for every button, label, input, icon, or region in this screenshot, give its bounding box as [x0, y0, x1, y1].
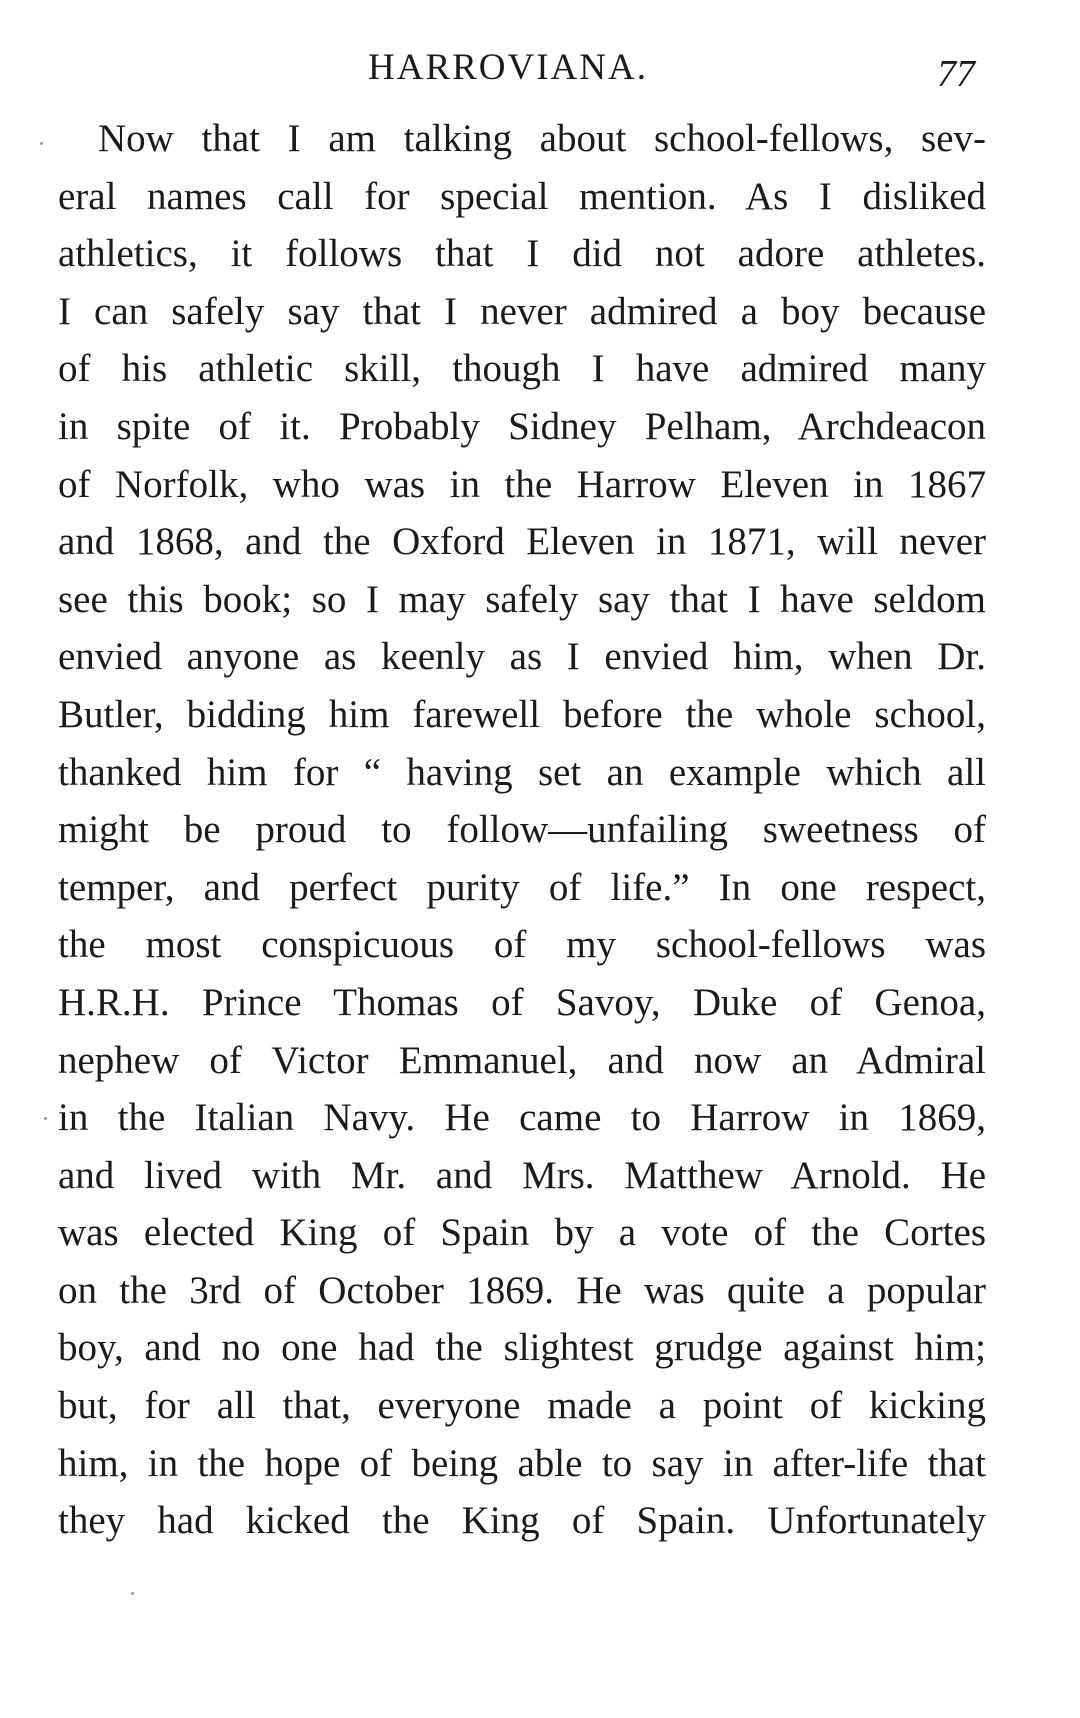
text-line: athletics, it follows that I did not adore athletes.: [58, 232, 986, 276]
text-line: Butler, bidding him farewell before the whole school,: [58, 692, 986, 736]
text-line: might be proud to follow—unfailing sweetness of: [58, 808, 986, 852]
running-title: HARROVIANA.: [368, 47, 648, 88]
margin-speck: [44, 1117, 47, 1120]
text-line: in the Italian Navy. He came to Harrow in 1869,: [58, 1096, 986, 1140]
text-line: him, in the hope of being able to say in after-life that: [58, 1441, 986, 1485]
text-line: I can safely say that I never admired a boy because: [58, 289, 986, 333]
text-line: envied anyone as keenly as I envied him, when Dr.: [58, 635, 986, 679]
text-line: on the 3rd of October 1869. He was quite a popular: [58, 1268, 986, 1312]
text-line: was elected King of Spain by a vote of the Cortes: [58, 1211, 986, 1255]
text-line: and 1868, and the Oxford Eleven in 1871, will never: [58, 520, 986, 564]
text-line: in spite of it. Probably Sidney Pelham, Archdeacon: [58, 404, 986, 448]
margin-speck: [131, 1592, 134, 1595]
body-text: [58, 110, 986, 1550]
text-line: they had kicked the King of Spain. Unfortunately: [58, 1499, 986, 1543]
text-line: of his athletic skill, though I have admired many: [58, 347, 986, 391]
text-line: the most conspicuous of my school-fellows was: [58, 923, 986, 967]
text-line: Now that I am talking about school-fellows, sev-: [98, 117, 986, 160]
text-line: eral names call for special mention. As I disliked: [58, 174, 986, 218]
text-line: H.R.H. Prince Thomas of Savoy, Duke of Genoa,: [58, 980, 986, 1024]
text-line: of Norfolk, who was in the Harrow Eleven in 1867: [58, 462, 986, 506]
text-line: and lived with Mr. and Mrs. Matthew Arnold. He: [58, 1153, 986, 1197]
text-line: temper, and perfect purity of life.” In one respect,: [58, 865, 986, 909]
text-line: boy, and no one had the slightest grudge against him;: [58, 1326, 986, 1370]
text-line: but, for all that, everyone made a point of kicking: [58, 1384, 986, 1428]
text-line: thanked him for “ having set an example which all: [58, 750, 986, 794]
running-head: [0, 44, 1080, 95]
text-line: see this book; so I may safely say that I have seldom: [58, 577, 986, 621]
text-line: nephew of Victor Emmanuel, and now an Admiral: [58, 1038, 986, 1082]
margin-speck: [40, 142, 43, 145]
page-number: 77: [937, 53, 975, 95]
